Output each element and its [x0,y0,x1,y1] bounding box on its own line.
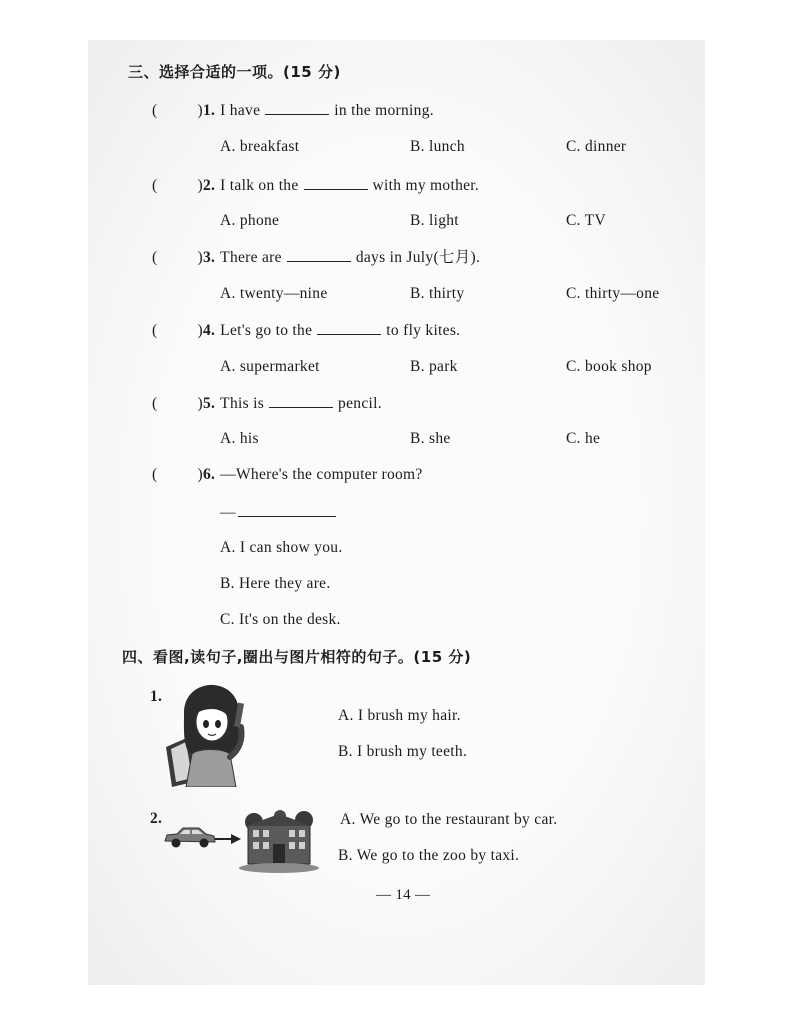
page-number: — 14 — [376,887,431,903]
q6-option-b: B. Here they are. [220,575,331,592]
q1-option-b: B. lunch [410,138,465,155]
q4-option-c: C. book shop [566,358,652,375]
answer-dash: — [220,504,236,521]
paren-close: ) [197,466,203,483]
q3-option-b: B. thirty [410,285,465,302]
q5-option-c: C. he [566,430,601,447]
paren-open: ( [152,322,158,339]
stem-after: with my mother. [372,177,480,194]
fill-in-blank [265,100,329,115]
question-number: 4. [202,322,216,339]
item-2-option-b: B. We go to the zoo by taxi. [338,847,520,864]
q1-option-a: A. breakfast [220,138,300,155]
stem-text: —Where's the computer room? [220,466,423,483]
paren-close: ) [197,322,203,339]
paren-close: ) [197,249,203,266]
girl-brushing-hair-illustration [162,683,254,792]
question-number: 5. [202,395,216,412]
q5-option-b: B. she [410,430,451,447]
stem-before: I have [220,102,261,119]
question-number: 1. [202,102,216,119]
stem-after: in the morning. [334,102,434,119]
paren-open: ( [152,466,158,483]
fill-in-blank [287,247,351,262]
q4-option-b: B. park [410,358,458,375]
stem-after: to fly kites. [386,322,461,339]
q4-option-a: A. supermarket [220,358,320,375]
paren-open: ( [152,395,158,412]
q1-option-c: C. dinner [566,138,627,155]
paren-close: ) [197,177,203,194]
q6-option-c: C. It's on the desk. [220,611,341,628]
paren-close: ) [197,102,203,119]
paren-open: ( [152,177,158,194]
stem-after: days in July(七月). [355,249,481,266]
question-4-stem [152,320,460,341]
q2-option-c: C. TV [566,212,606,229]
question-6-answer-line [220,502,341,523]
item-1-option-b: B. I brush my teeth. [338,743,468,760]
stem-before: Let's go to the [220,322,313,339]
q3-option-c: C. thirty—one [566,285,660,302]
paren-close: ) [197,395,203,412]
fill-in-blank [304,175,368,190]
section-4-heading: 四、看图,读句子,圈出与图片相符的句子。(15 分) [122,648,472,666]
item-2-option-a: A. We go to the restaurant by car. [340,811,558,828]
fill-in-blank [238,502,336,517]
item-2-number: 2. [150,810,163,827]
question-5-stem [152,393,382,414]
question-number: 6. [202,466,216,483]
fill-in-blank [269,393,333,408]
section-3-heading: 三、选择合适的一项。(15 分) [128,63,341,81]
fill-in-blank [317,320,381,335]
question-number: 2. [202,177,216,194]
restaurant-building-icon [238,810,320,879]
question-1-stem [152,100,434,121]
item-1-number: 1. [150,688,163,705]
stem-before: I talk on the [220,177,299,194]
q3-option-a: A. twenty—nine [220,285,328,302]
stem-before: This is [220,395,265,412]
question-6-stem [152,465,423,485]
paren-open: ( [152,249,158,266]
question-number: 3. [202,249,216,266]
q2-option-b: B. light [410,212,459,229]
q6-option-a: A. I can show you. [220,539,343,556]
question-2-stem [152,175,479,196]
car-icon [163,825,217,854]
q5-option-a: A. his [220,430,259,447]
item-1-option-a: A. I brush my hair. [338,707,461,724]
paren-open: ( [152,102,158,119]
stem-after: pencil. [338,395,382,412]
q2-option-a: A. phone [220,212,280,229]
question-3-stem [152,247,480,268]
stem-before: There are [220,249,282,266]
